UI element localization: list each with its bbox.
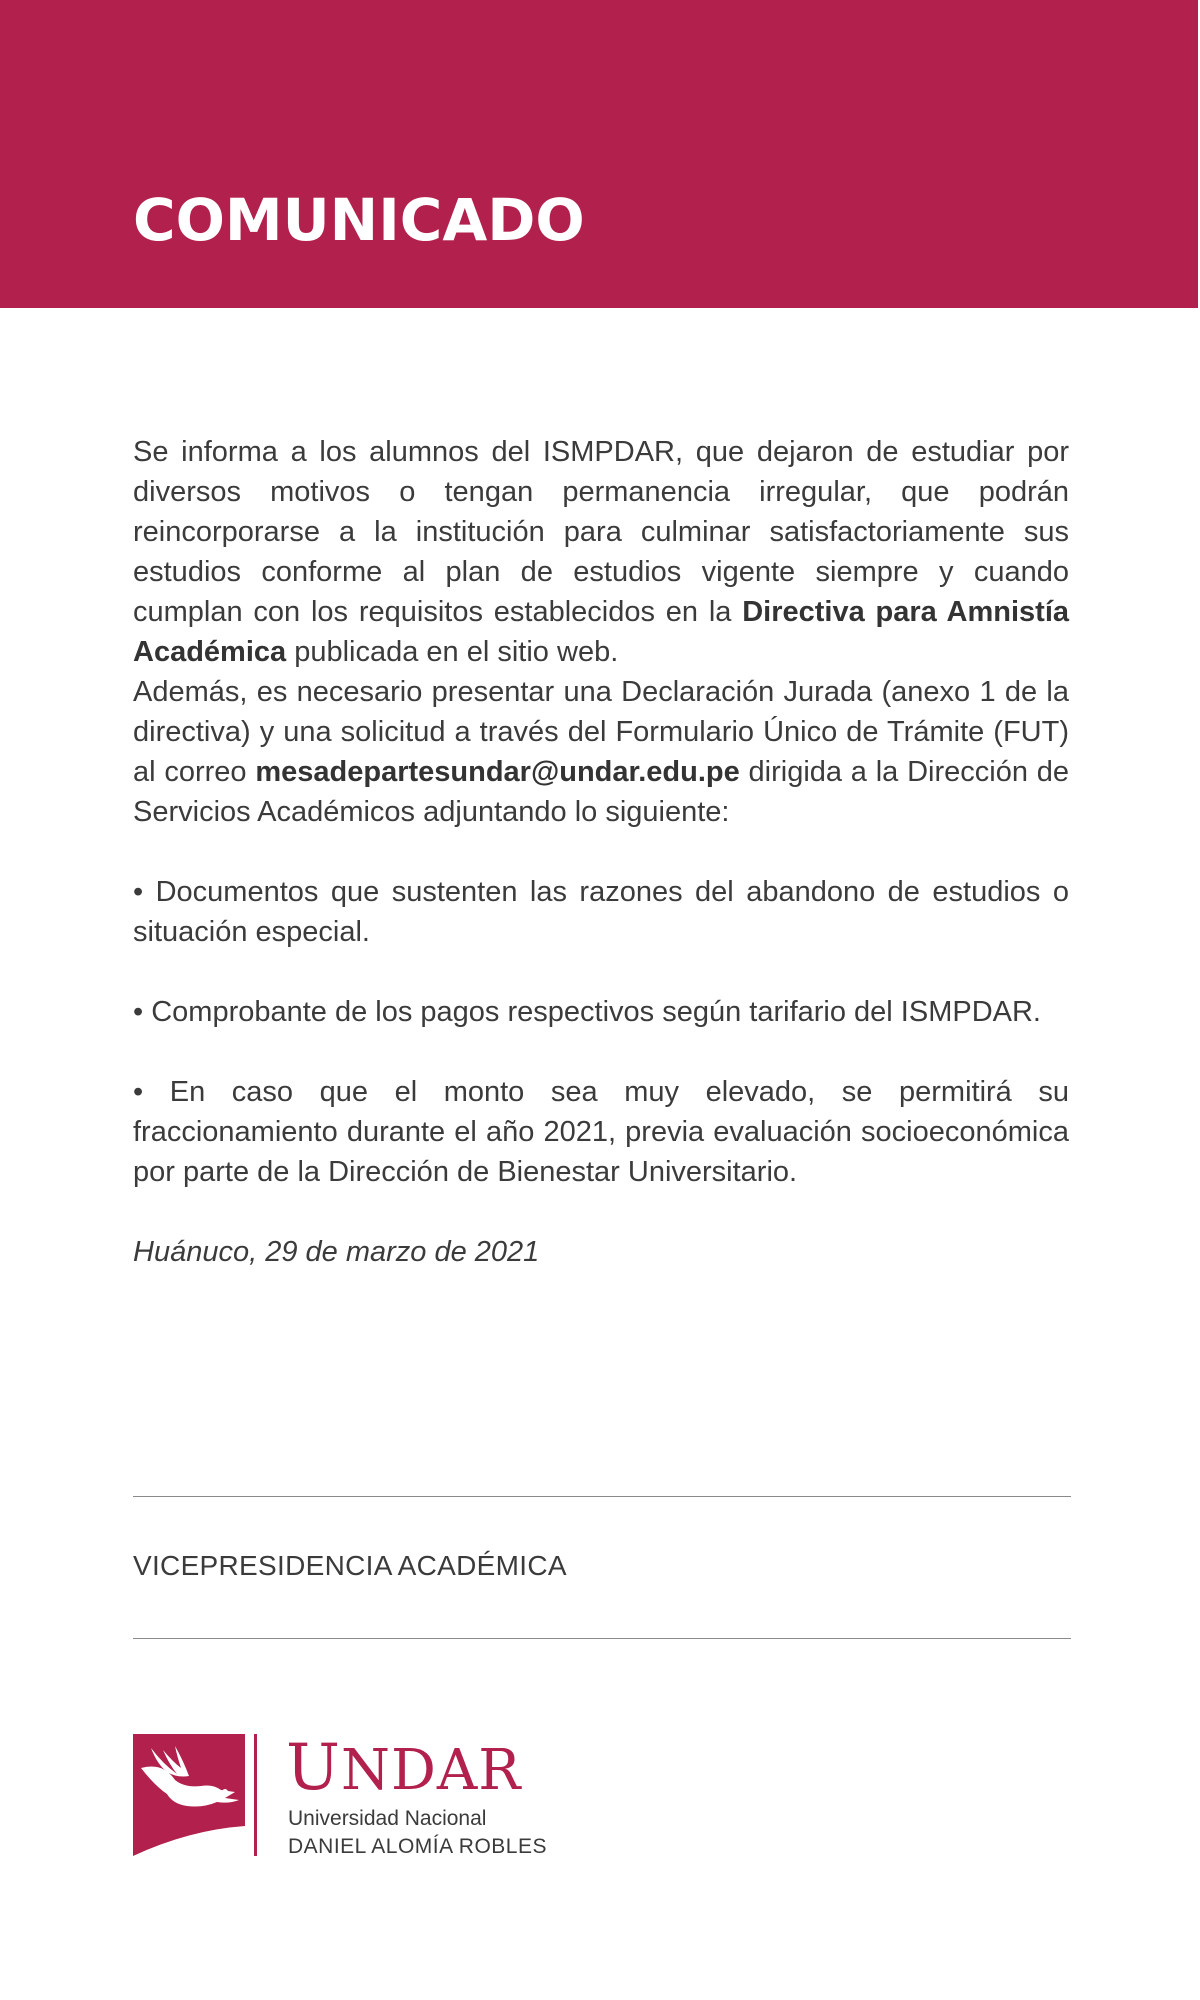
communique-body: [133, 432, 1069, 1272]
requirements-paragraph: [133, 672, 1069, 832]
signature-office: VICEPRESIDENCIA ACADÉMICA: [133, 1550, 567, 1581]
page-title: COMUNICADO: [133, 186, 585, 254]
divider-bottom: [133, 1638, 1071, 1639]
intro-text: Se informa a los alumnos del ISMPDAR, que dejaron de estudiar por diversos motivos o tengan permanencia irregular, que podrán reincorporarse a la institución para culminar satisfactoriamente sus estudios conforme al plan de estudios vigente siempre y cuando cumplan con los requisitos establecidos en la: [133, 436, 1069, 628]
list-item: • En caso que el monto sea muy elevado, se permitirá su fraccionamiento durante el año 2021, previa evaluación socioeconómica por parte de la Dirección de Bienestar Universitario.: [133, 1076, 1069, 1188]
header-banner: [0, 0, 1198, 308]
divider-top: [133, 1496, 1071, 1497]
university-logo-text: UNDAR: [286, 1731, 522, 1805]
logo-divider: [254, 1734, 257, 1856]
university-name-line2: DANIEL ALOMÍA ROBLES: [288, 1835, 547, 1858]
intro-text-end: publicada en el sitio web.: [286, 636, 619, 668]
issue-date: Huánuco, 29 de marzo de 2021: [133, 1236, 540, 1268]
contact-email[interactable]: mesadepartesundar@undar.edu.pe: [255, 756, 740, 788]
requirements-text-end: dirigida a la Dirección de Servicios Académicos adjuntando lo siguiente:: [133, 756, 1069, 828]
directive-name: Directiva para Amnistía Académica: [133, 596, 1070, 668]
university-name-line1: Universidad Nacional: [288, 1807, 487, 1830]
intro-paragraph: [133, 432, 1069, 672]
list-item: • Comprobante de los pagos respectivos según tarifario del ISMPDAR.: [133, 996, 1041, 1028]
list-item: • Documentos que sustenten las razones del abandono de estudios o situación especial.: [133, 876, 1069, 948]
condor-icon: [133, 1734, 245, 1856]
requirements-text: Además, es necesario presentar una Declaración Jurada (anexo 1 de la directiva) y una solicitud a través del Formulario Único de Trámite (FUT) al correo: [133, 676, 1069, 788]
